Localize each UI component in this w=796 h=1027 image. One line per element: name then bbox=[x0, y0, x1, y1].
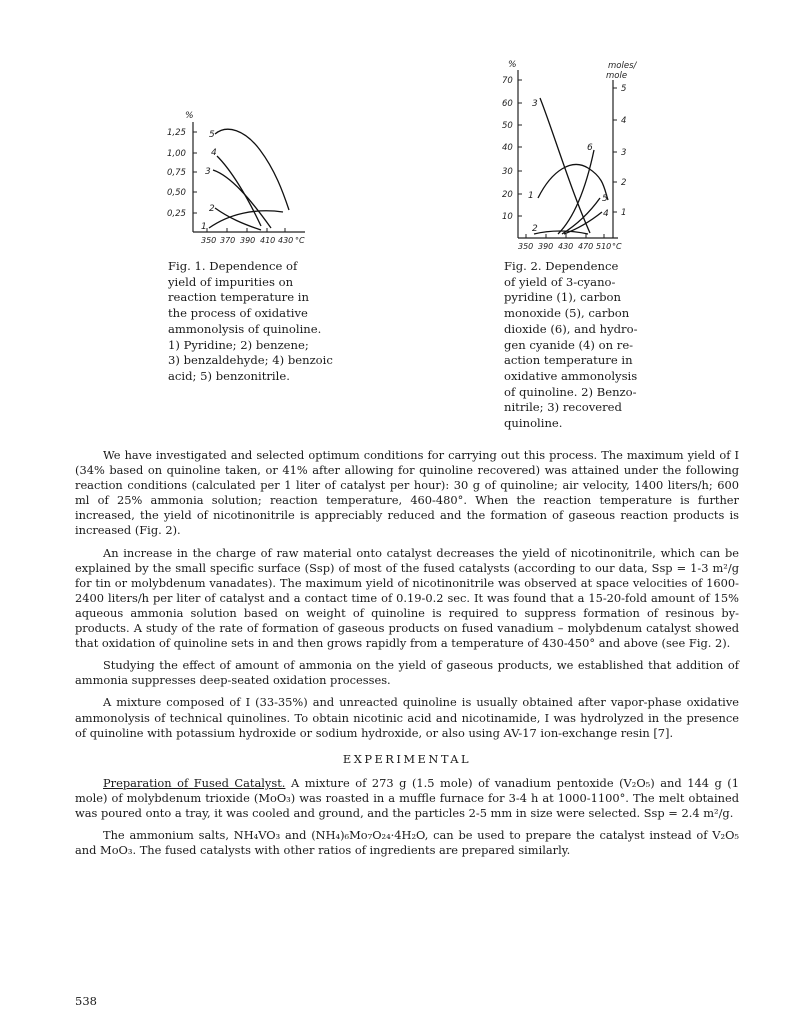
figure-2-caption: Fig. 2. Dependence of yield of 3-cyano- pyridine (1), carbon monoxide (5), carbon dioxide (6), and hydro- gen cyanide (4) on re- action temperature in oxidative ammonolysis of quinoline. 2) Benzo- nitrile; 3) recovered quinoline. bbox=[504, 259, 638, 431]
fig1-curve-label: 5 bbox=[209, 130, 215, 140]
paragraph: A mixture composed of I (33-35%) and unreacted quinoline is usually obtained after vapor-phase oxidative ammonolysis of technical quinolines. To obtain nicotinic acid and nicotinamide, I was hydrolyzed in the presence of quinoline with potassium hydroxide or sodium hydroxide, or also using AV-17 ion-exchange resin [7]. bbox=[75, 695, 739, 740]
exp-paragraph bbox=[75, 776, 739, 821]
fig2-y-right-tick-label: 3 bbox=[621, 148, 627, 158]
fig1-curve-label: 3 bbox=[205, 167, 211, 177]
fig2-y-unit-right-line2: mole bbox=[606, 71, 628, 81]
fig2-y-unit: % bbox=[508, 60, 517, 70]
fig2-y-right-tick-label: 2 bbox=[621, 178, 627, 188]
fig2-y-right-tick-label: 5 bbox=[621, 84, 627, 94]
paragraph: An increase in the charge of raw material onto catalyst decreases the yield of nicotinonitrile, which can be explained by the small specific surface (Ssp) of most of the fused catalysts (according to our data, Ssp = 1-3 m²/g for tin or molybdenum vanadates). The maximum yield of nicotinonitrile was observed at space velocities of 1600-2400 liters/h per liter of catalyst and a contact time of 0.19-0.2 sec. It was found that a 15-20-fold amount of 15% aqueous ammonia solution based on weight of quinoline is required to suppress formation of resinous by-products. A study of the rate of formation of gaseous products on fused vanadium – molybdenum catalyst showed that oxidation of quinoline sets in and then grows rapidly from a temperature of 430-450° and above (see Fig. 2). bbox=[75, 545, 739, 651]
fig2-curve-label: 6 bbox=[587, 143, 593, 153]
fig2-y-tick-label: 50 bbox=[502, 121, 513, 131]
fig2-y-unit-right bbox=[606, 61, 639, 81]
fig2-y-tick-label: 10 bbox=[502, 212, 513, 222]
fig2-curve-1 bbox=[538, 165, 608, 200]
fig2-y-unit-right-line1: moles/ bbox=[608, 61, 637, 71]
paragraph: The ammonium salts, NH₄VO₃ and (NH₄)₆Mo₇O₂₄·4H₂O, can be used to prepare the catalyst instead of V₂O₅ and MoO₃. The fused catalysts with other ratios of ingredients are prepared similarly. bbox=[75, 828, 739, 858]
fig1-curve-4 bbox=[217, 156, 261, 226]
fig2-y-right-tick-label: 1 bbox=[621, 208, 627, 218]
section-heading: EXPERIMENTAL bbox=[342, 751, 472, 766]
fig1-x-tick-label: 370 bbox=[220, 236, 236, 245]
fig1-x-ticks bbox=[207, 228, 285, 232]
fig1-curve-label: 2 bbox=[209, 204, 215, 214]
fig2-curve-5 bbox=[562, 198, 600, 234]
fig1-curve-3 bbox=[213, 170, 271, 228]
paragraph: We have investigated and selected optimum conditions for carrying out this process. The maximum yield of I (34% based on quinoline taken, or 41% after allowing for quinoline recovered) was attained under the following reaction conditions (calculated per 1 liter of catalyst per hour): 30 g of quinoline; air velocity, 1400 liters/h; 600 ml of 25% ammonia solution; reaction temperature, 460-480°. When the reaction temperature is further increased, the yield of nicotinonitrile is appreciably reduced and the formation of gaseous reaction products is increased (Fig. 2). bbox=[75, 448, 739, 538]
fig2-curve-label: 3 bbox=[532, 99, 538, 109]
fig2-y-tick-label: 30 bbox=[502, 167, 513, 177]
fig1-curve-label: 4 bbox=[211, 148, 217, 158]
page-number: 538 bbox=[75, 994, 97, 1008]
paragraph: Studying the effect of amount of ammonia on the yield of gaseous products, we established that addition of ammonia suppresses deep-seated oxidation processes. bbox=[75, 658, 739, 688]
fig2-x-tick-label: 350 bbox=[518, 242, 534, 251]
fig2-curve-label: 5 bbox=[602, 194, 608, 204]
fig2-curve-2 bbox=[534, 231, 588, 234]
fig1-y-tick-label: 0,75 bbox=[167, 168, 186, 178]
fig1-x-tick-label: 430 bbox=[278, 236, 294, 245]
fig2-x-unit: °C bbox=[612, 242, 622, 251]
figure-2 bbox=[490, 58, 660, 258]
fig2-x-tick-label: 390 bbox=[538, 242, 554, 251]
fig1-x-unit: °C bbox=[295, 236, 305, 245]
fig2-y-tick-label: 60 bbox=[502, 99, 513, 109]
fig1-curve-5 bbox=[215, 129, 289, 210]
figure-2-plot bbox=[490, 58, 660, 258]
fig2-curve-label: 1 bbox=[528, 191, 534, 201]
body-text bbox=[75, 448, 739, 865]
fig1-y-ticks bbox=[193, 132, 197, 213]
fig2-y-tick-label: 40 bbox=[502, 143, 513, 153]
fig1-y-tick-label: 1,25 bbox=[167, 128, 186, 138]
fig1-y-unit: % bbox=[185, 111, 194, 121]
figure-1 bbox=[165, 110, 325, 250]
fig1-y-tick-label: 0,50 bbox=[167, 188, 186, 198]
fig2-x-tick-label: 510 bbox=[596, 242, 612, 251]
fig2-x-tick-label: 470 bbox=[578, 242, 594, 251]
exp-paragraph-text: A mixture of 273 g (1.5 mole) of vanadium pentoxide (V₂O₅) and 144 g (1 mole) of molybdenum trioxide (MoO₃) was roasted in a muffle furnace for 3-4 h at 1000-1100°. The melt obtained was poured onto a tray, it was cooled and ground, and the particles 2-5 mm in size were selected. Ssp = 2.4 m²/g. bbox=[75, 775, 739, 820]
fig2-curve-label: 4 bbox=[603, 209, 609, 219]
fig2-curve-label: 2 bbox=[532, 224, 538, 234]
figure-1-caption: Fig. 1. Dependence of yield of impurities on reaction temperature in the process of oxidative ammonolysis of quinoline. 1) Pyridine; 2) benzene; 3) benzaldehyde; 4) benzoic acid; 5) benzonitrile. bbox=[168, 259, 333, 383]
fig2-y-tick-label: 20 bbox=[502, 190, 513, 200]
fig1-x-tick-label: 390 bbox=[240, 236, 256, 245]
exp-subheading: Preparation of Fused Catalyst. bbox=[103, 775, 286, 790]
fig1-curve-label: 1 bbox=[201, 222, 207, 232]
fig2-x-tick-label: 430 bbox=[558, 242, 574, 251]
fig1-y-tick-label: 1,00 bbox=[167, 149, 186, 159]
fig1-y-tick-label: 0,25 bbox=[167, 209, 186, 219]
fig1-x-tick-label: 350 bbox=[201, 236, 217, 245]
fig2-y-tick-label: 70 bbox=[502, 76, 513, 86]
fig1-x-tick-label: 410 bbox=[260, 236, 276, 245]
fig2-y-right-tick-label: 4 bbox=[621, 116, 627, 126]
fig1-curve-1 bbox=[209, 211, 283, 228]
figure-1-plot bbox=[165, 110, 325, 250]
